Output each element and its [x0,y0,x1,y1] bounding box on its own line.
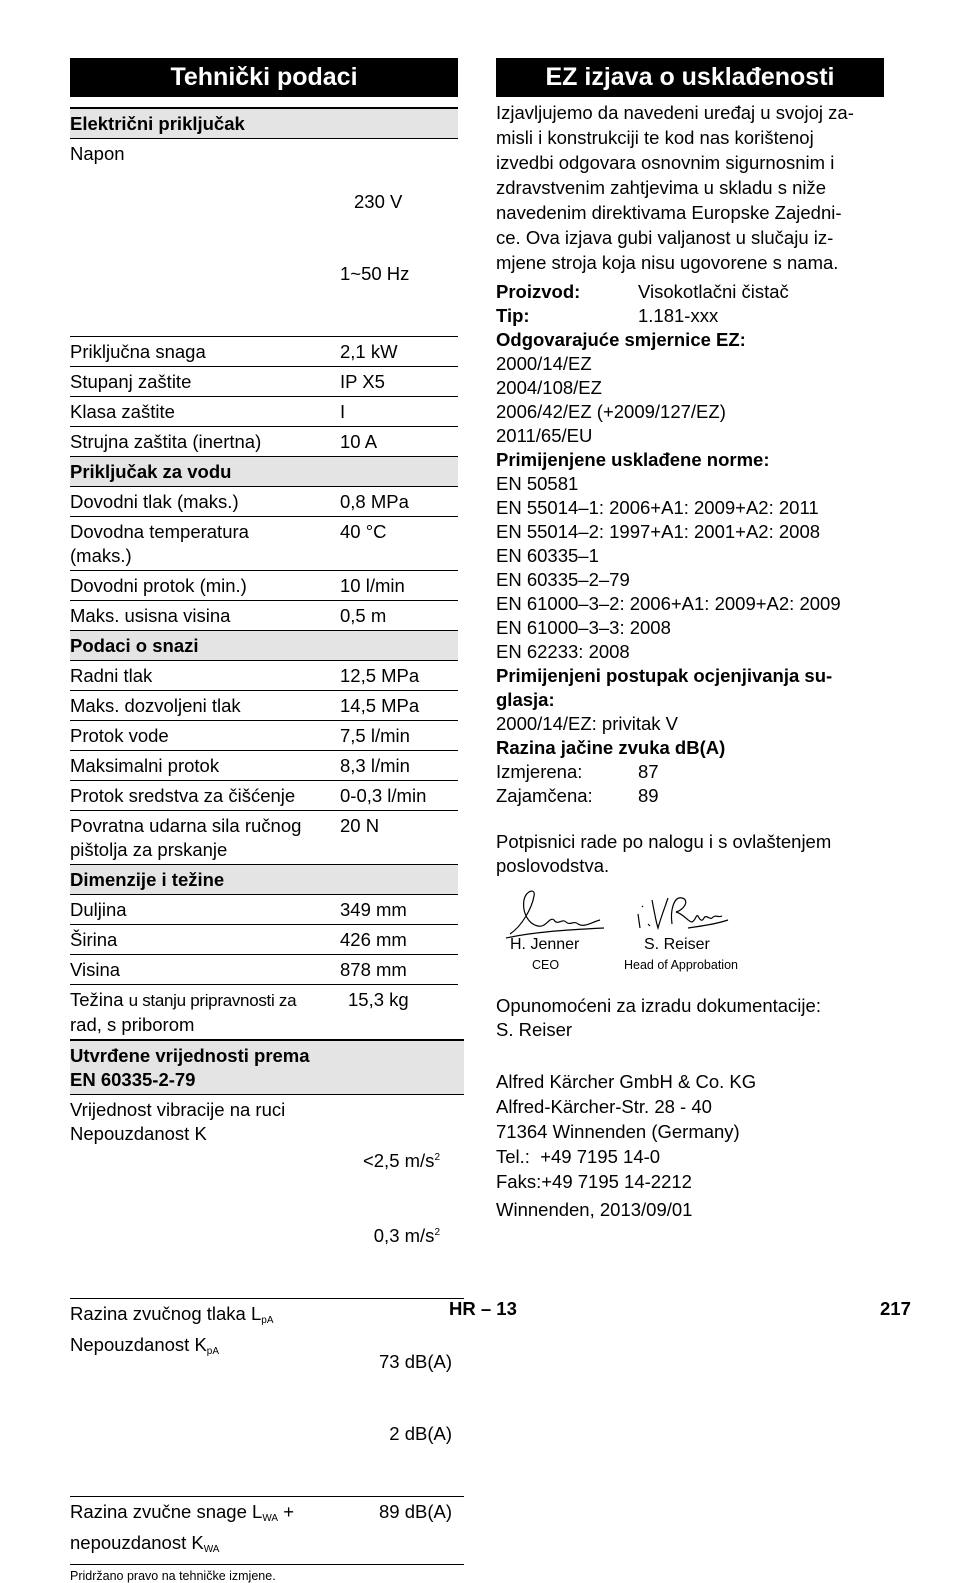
spec-row-recoil-force: Povratna udarna sila ručnog pištolja za prskanje 20 N [70,811,458,865]
spec-row-sound-pressure: Razina zvučnog tlaka $L_{pA}$ Nepouzdanost $K_{pA}$ 73 dB(A) 2 dB(A) [70,1299,464,1497]
category-performance: Podaci o snazi [70,631,458,661]
type-line: Tip: 1.181-xxx [496,305,719,326]
norm-item: EN 50581 [496,473,579,494]
page-number: 217 [880,1298,911,1319]
directive-item: 2011/65/EU [496,425,593,446]
spec-row-water-pressure: Dovodni tlak (maks.) 0,8 MPa [70,487,458,517]
spec-row-detergent-flow: Protok sredstva za čišćenje 0-0,3 l/min [70,781,458,811]
declaration-column: EZ izjava o usklađenosti Izjavljujemo da navedeni uređaj u svojoj za- misli i konstrukciji te kod nas korištenoj izvedbi odgovara osnovnim sigurnosnim i zdravstvenim zahtjevima u skladu s niže navedenim direktivama Europske Zajedni- ce. Ova izjava gubi valjanost u slučaju iz- mjene stroja koja nisu ugovorene s nama. Proizvod: Visokotlačni čistač Tip: 1.181-xxx Odgovarajuće smjernice EZ: 2000/14/EZ 2004/108/EZ 2006/42/EZ (+2009/127/EZ) 2011/65/EU Primijenjene usklađene norme: EN 50581 EN 55014–1: 2006+A1: 2009+A2: 2011 EN 55014–2: 1997+A1: 2001+A2: 2008 EN 60335–1 EN 60335–2–79 EN 61000–3–2: 2006+A1: 2009+A2: 2009 EN 61000–3–3: 2008 EN 62233: 2008 Primijenjeni postupak ocjenjivanja su- glasja: 2000/14/EZ: privitak V Razina jačine zvuka dB(A) Izmjerena: 87 Zajamčena: 89 Potpisnici rade po nalogu i s ovlaštenjem poslovodstva. H. Jenner CEO S. Reiser Head of Approbation Opunomoćeni za izradu dokumentacije: S. Reiser Alfred Kärcher GmbH & Co. KG Alfred-Kärcher-Str. 28 - 40 71364 Winnenden (Germany) Tel.: +49 7195 14-0 Faks:+49 7195 14-2212 Winnenden, 2013/09/01 [496,58,884,1222]
technical-data-title: Tehnički podaci [70,58,458,97]
measured-values-table [70,1039,464,1565]
declaration-title: EZ izjava o usklađenosti [496,58,884,97]
spec-row-protection-degree: Stupanj zaštite IP X5 [70,367,458,397]
signatories-note: Potpisnici rade po nalogu i s ovlaštenjem poslovodstva. [496,831,832,876]
category-electrical: Električni priključak [70,109,458,139]
category-water: Priključak za vodu [70,457,458,487]
footnote: Pridržano pravo na tehničke izmjene. [70,1569,276,1583]
spec-row-power: Priključna snaga 2,1 kW [70,337,458,367]
product-line: Proizvod: Visokotlačni čistač [496,281,789,302]
norm-item: EN 55014–1: 2006+A1: 2009+A2: 2011 [496,497,819,518]
section-page-label: HR – 13 [449,1298,517,1319]
directive-item: 2006/42/EZ (+2009/127/EZ) [496,401,726,422]
declaration-intro: Izjavljujemo da navedeni uređaj u svojoj za- misli i konstrukciji te kod nas korištenoj izvedbi odgovara osnovnim sigurnosnim i zdravstvenim zahtjevima u skladu s niže navedenim direktivama Europske Zajedni- ce. Ova izjava gubi valjanost u slučaju iz- mjene stroja koja nisu ugovorene s nama. [496,102,854,273]
directives-heading: Odgovarajuće smjernice EZ: [496,329,746,350]
directive-item: 2004/108/EZ [496,377,602,398]
norm-item: EN 60335–1 [496,545,599,566]
sound-measured: Izmjerena: 87 [496,761,659,782]
spec-row-fuse: Strujna zaštita (inertna) 10 A [70,427,458,457]
spec-row-sound-power: Razina zvučne snage $L_{WA}$ + nepouzdanost $K_{WA}$ 89 dB(A) [70,1497,464,1565]
voltage-value: 230 V [354,191,403,212]
signature-reiser [632,890,732,936]
signatory-name: H. Jenner [510,936,580,953]
signatory-name: S. Reiser [644,936,710,953]
norm-item: EN 55014–2: 1997+A1: 2001+A2: 2008 [496,521,821,542]
signatory-role: CEO [532,958,560,972]
directive-item: 2000/14/EZ [496,353,592,374]
norms-heading: Primijenjene usklađene norme: [496,449,770,470]
spec-row-width: Širina 426 mm [70,925,458,955]
spec-row-max-flow: Maksimalni protok 8,3 l/min [70,751,458,781]
spec-row-max-pressure: Maks. dozvoljeni tlak 14,5 MPa [70,691,458,721]
norm-item: EN 61000–3–3: 2008 [496,617,671,638]
spec-row-working-pressure: Radni tlak 12,5 MPa [70,661,458,691]
sound-guaranteed: Zajamčena: 89 [496,785,659,806]
spec-row-water-flow: Dovodni protok (min.) 10 l/min [70,571,458,601]
norm-item: EN 62233: 2008 [496,641,630,662]
procedure-heading: Primijenjeni postupak ocjenjivanja su- [496,665,833,686]
norm-item: EN 60335–2–79 [496,569,630,590]
signatures [496,886,884,974]
spec-row-water-flow-rate: Protok vode 7,5 l/min [70,721,458,751]
spec-row-weight: Težina u stanju pripravnosti za rad, s priborom 15,3 kg [70,985,458,1040]
spec-row-length: Duljina 349 mm [70,895,458,925]
sound-level-heading: Razina jačine zvuka dB(A) [496,737,726,758]
company-address: Alfred Kärcher GmbH & Co. KG Alfred-Kärcher-Str. 28 - 40 71364 Winnenden (Germany) Tel.: +49 7195 14-0 Faks:+49 7195 14-2212 [496,1071,757,1192]
spec-row-protection-class: Klasa zaštite I [70,397,458,427]
category-measured: Utvrđene vrijednosti prema EN 60335-2-79 [70,1041,464,1095]
signatory-role: Head of Approbation [624,958,738,972]
technical-data-column [70,58,464,1583]
place-date: Winnenden, 2013/09/01 [496,1199,693,1220]
norm-item: EN 61000–3–2: 2006+A1: 2009+A2: 2009 [496,593,841,614]
spec-row-water-temperature: Dovodna temperatura (maks.) 40 °C [70,517,458,571]
spec-row-suction-height: Maks. usisna visina 0,5 m [70,601,458,631]
procedure-value: 2000/14/EZ: privitak V [496,713,679,734]
spec-row-voltage: Napon 230 V 1~50 Hz [70,139,458,337]
frequency-value: 1~50 Hz [340,263,410,284]
authorized-person: Opunomoćeni za izradu dokumentacije: S. Reiser [496,995,821,1040]
category-dimensions: Dimenzije i težine [70,865,458,895]
spec-row-vibration: Vrijednost vibracije na ruci Nepouzdanost K <2,5 $m/s^2$ 0,3 $m/s^2$ [70,1095,464,1299]
spec-row-height: Visina 878 mm [70,955,458,985]
spec-table [70,107,458,1040]
